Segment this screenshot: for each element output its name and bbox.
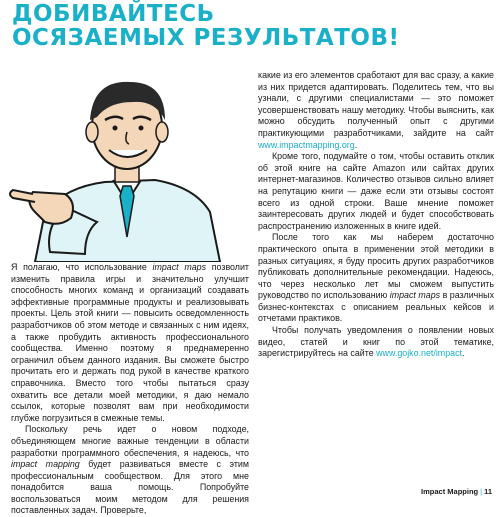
right-paragraph-2: Кроме того, подумайте о том, чтобы оставить отклик об этой книге на сайте Amazon или сайтах других интернет-магазинов. Количество отзывов сильно влияет на репутацию книги — даже если эти отзывы состоят всего из одной строки. Ваше мнение поможет заинтересовать других людей и будет способствовать распространению изложенных в книге идей. [258,151,494,231]
headline-line-1: ДОБИВАЙТЕСЬ [12,1,215,27]
right-paragraph-4: Чтобы получать уведомления о появлении новых видео, статей и книг по этой тематике, зарегистрируйтесь на сайте www.gojko.net/impact. [258,325,494,359]
left-text-column [11,262,249,517]
headline [12,2,492,50]
gojko-link[interactable]: www.gojko.net/impact [376,348,462,359]
right-paragraph-1: какие из его элементов сработают для вас сразу, а какие из них придется адаптировать. Поделитесь тем, что вы узнали, с другими специалистами — это поможет усовершенствовать нашу методику. Чтобы выяснить, как можно обсудить полученный опыт с другими практикующими разработчиками, зайдите на сайт www.impactmapping.org. [258,70,494,150]
headline-line-2: ОСЯЗАЕМЫХ РЕЗУЛЬТАТОВ! [12,25,400,51]
left-paragraph-2: Поскольку речь идет о новом подходе, объединяющем многие важные тенденции в области разработки программного обеспечения, я надеюсь, что impact mapping будет развиваться вместе с этим профессиональным сообществом. Для этого мне понадобится ваша помощь. Попробуйте воспользоваться моим методом для решения поставленных задач. Проверьте, [11,424,249,516]
footer-separator: | [480,487,483,496]
footer-book-title: Impact Mapping [421,487,479,496]
page-number: 11 [484,487,492,496]
pointing-man-drawing [5,62,245,262]
impactmapping-link[interactable]: www.impactmapping.org [258,139,355,150]
pointing-man-illustration [5,62,245,262]
page-footer [421,487,492,496]
left-paragraph-1: Я полагаю, что использование impact maps позволит изменить правила игры и значительно улучшит способность многих команд и организаций создавать эффективные программные продукты и реализовывать проекты. Цель этой книги — повысить осведомленность разработчиков об этом методе и связанных с ним идеях, а также пробудить активность профессионального сообщества. Именно поэтому я преднамеренно ограничил объем данного издания. Вы сможете быстро прочитать его и держать под рукой в качестве краткого справочника. Вместо того чтобы пытаться сразу охватить все детали моей методики, я даю немало ссылок, которые позволят вам при необходимости глубже погрузиться в смежные темы. [11,262,249,423]
right-text-column [258,70,494,360]
right-paragraph-3: После того как мы наберем достаточно практического опыта в применении этой методики в разных ситуациях, я буду просить других разработчиков публиковать дополнительные рекомендации. Надеюсь, что через несколько лет мы сможем выпустить руководство по использованию impact maps в различных бизнес-контекстах с описанием реальных кейсов и отчетами практиков. [258,232,495,324]
